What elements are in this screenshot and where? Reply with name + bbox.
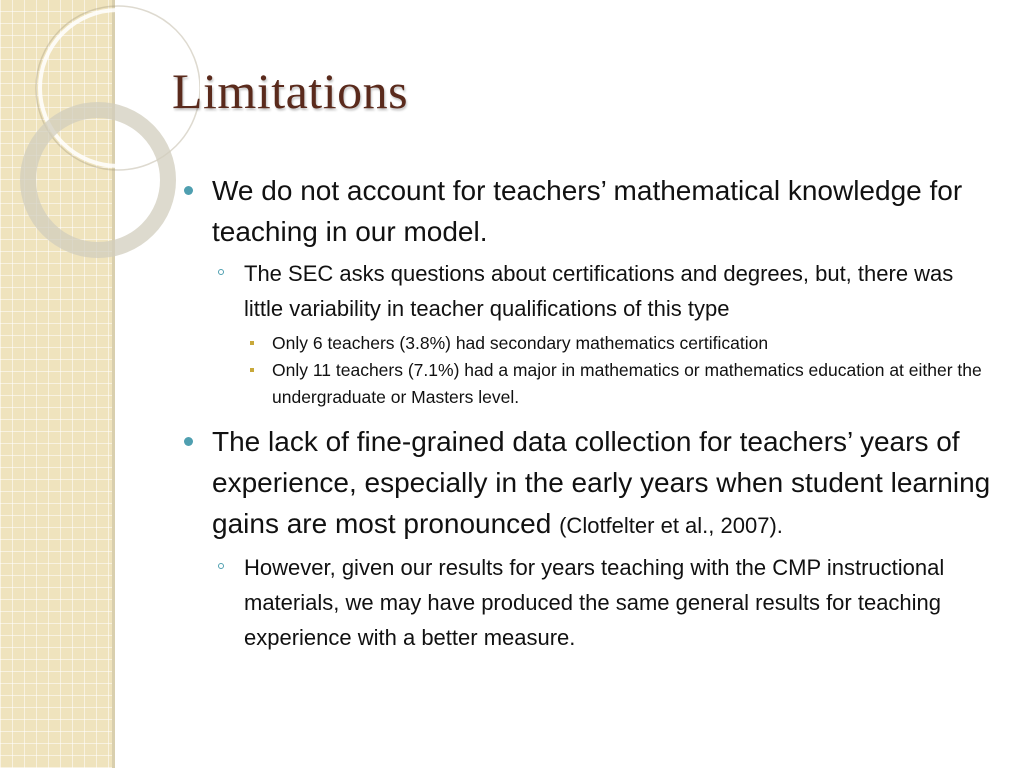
citation: (Clotfelter et al., 2007).: [559, 513, 783, 538]
sub-bullet-point: [212, 550, 994, 655]
detail-list: [244, 330, 994, 411]
bullet-list: [182, 170, 994, 655]
slide-content: [182, 170, 994, 655]
sub-bullet-point: [212, 256, 994, 411]
decorative-rings: [0, 0, 200, 260]
detail-text: Only 6 teachers (3.8%) had secondary mathematics certification: [272, 333, 769, 353]
square-bullet-icon: [250, 341, 254, 345]
ring-bullet-icon: [218, 563, 224, 569]
square-bullet-icon: [250, 368, 254, 372]
slide-title: Limitations: [172, 63, 409, 119]
bullet-point: [182, 421, 994, 655]
bullet-text: We do not account for teachers’ mathematical knowledge for teaching in our model.: [212, 175, 963, 247]
decorative-ring-small: [28, 110, 168, 250]
sub-bullet-list: [212, 550, 994, 655]
detail-point: [244, 330, 994, 357]
bullet-point: [182, 170, 994, 411]
bullet-dot-icon: [184, 437, 193, 446]
detail-point: [244, 357, 994, 411]
bullet-dot-icon: [184, 186, 193, 195]
detail-text: Only 11 teachers (7.1%) had a major in mathematics or mathematics education at either the undergraduate or Masters level.: [272, 360, 982, 407]
sub-bullet-text: However, given our results for years teaching with the CMP instructional materials, we may have produced the same general results for teaching experience with a better measure.: [244, 555, 945, 650]
bullet-text: The lack of fine-grained data collection for teachers’ years of experience, especially in the early years when student learning gains are most pronounced: [212, 426, 991, 539]
sub-bullet-list: [212, 256, 994, 411]
ring-bullet-icon: [218, 269, 224, 275]
sub-bullet-text: The SEC asks questions about certifications and degrees, but, there was little variability in teacher qualifications of this type: [244, 261, 954, 321]
